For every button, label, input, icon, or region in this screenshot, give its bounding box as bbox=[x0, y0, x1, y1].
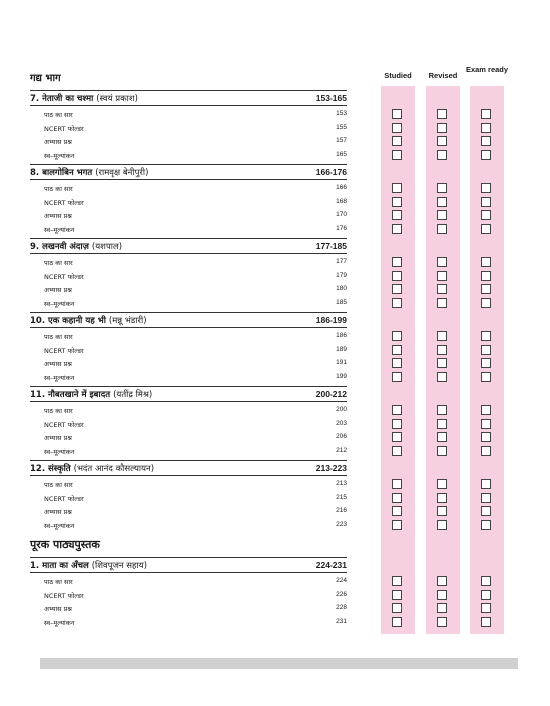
chapter-title bbox=[30, 389, 152, 400]
checkbox-studied[interactable] bbox=[392, 617, 402, 627]
checkbox-exam-ready[interactable] bbox=[481, 493, 491, 503]
subtopic-page: 165 bbox=[336, 150, 347, 158]
chapter-page-range: 200-212 bbox=[315, 389, 347, 399]
subtopic-label: स्व–मूल्यांकन bbox=[44, 151, 75, 160]
chapter-title bbox=[30, 167, 148, 178]
chapter-author: (रामवृक्ष बेनीपुरी) bbox=[95, 168, 149, 178]
chapter-page-range: 177-185 bbox=[315, 241, 347, 251]
subtopic-page: 224 bbox=[336, 577, 347, 584]
chapter-name: 9. लखनवी अंदाज़ bbox=[30, 242, 89, 252]
column-header: Revised bbox=[428, 71, 458, 80]
chapter-name: 8. बालगोबिन भगत bbox=[30, 168, 93, 178]
subtopic-page: 226 bbox=[336, 590, 347, 598]
checkbox-exam-ready[interactable] bbox=[481, 284, 491, 294]
divider bbox=[30, 460, 347, 461]
divider bbox=[30, 401, 347, 402]
checkbox-studied[interactable] bbox=[392, 419, 402, 429]
subtopic-page: 186 bbox=[336, 332, 347, 339]
divider bbox=[30, 179, 347, 180]
checkbox-revised[interactable] bbox=[437, 493, 447, 503]
checkbox-studied[interactable] bbox=[392, 358, 402, 368]
chapter-title bbox=[30, 93, 138, 104]
checkbox-studied[interactable] bbox=[392, 479, 402, 489]
subtopic-label: अभ्यास प्रश्न bbox=[44, 138, 72, 146]
checkbox-studied[interactable] bbox=[392, 493, 402, 503]
checkbox-exam-ready[interactable] bbox=[481, 331, 491, 341]
checkbox-revised[interactable] bbox=[437, 520, 447, 530]
section-heading: पूरक पाठ्यपुस्तक bbox=[30, 538, 100, 551]
checkbox-exam-ready[interactable] bbox=[481, 150, 491, 160]
subtopic-label: पाठ का सार bbox=[44, 481, 73, 489]
subtopic-label: स्व–मूल्यांकन bbox=[44, 225, 75, 234]
chapter-name: 12. संस्कृति bbox=[30, 464, 71, 474]
subtopic-label: अभ्यास प्रश्न bbox=[44, 605, 72, 613]
checkbox-revised[interactable] bbox=[437, 271, 447, 281]
subtopic-label: पाठ का सार bbox=[44, 407, 73, 415]
checkbox-exam-ready[interactable] bbox=[481, 358, 491, 368]
subtopic-page: 185 bbox=[336, 298, 347, 306]
checkbox-revised[interactable] bbox=[437, 506, 447, 516]
checkbox-studied[interactable] bbox=[392, 257, 402, 267]
divider bbox=[30, 475, 347, 476]
checkbox-revised[interactable] bbox=[437, 298, 447, 308]
subtopic-label: अभ्यास प्रश्न bbox=[44, 212, 72, 220]
chapter-title bbox=[30, 463, 154, 474]
divider bbox=[30, 327, 347, 328]
subtopic-label: अभ्यास प्रश्न bbox=[44, 508, 72, 516]
chapter-title bbox=[30, 241, 122, 252]
checkbox-exam-ready[interactable] bbox=[481, 197, 491, 207]
subtopic-label: अभ्यास प्रश्न bbox=[44, 434, 72, 442]
subtopic-label: पाठ का सार bbox=[44, 111, 73, 119]
subtopic-label: NCERT फोल्डर bbox=[44, 420, 84, 429]
divider bbox=[30, 253, 347, 254]
subtopic-label: स्व–मूल्यांकन bbox=[44, 299, 75, 308]
checkbox-revised[interactable] bbox=[437, 419, 447, 429]
subtopic-page: 206 bbox=[336, 433, 347, 440]
checkbox-revised[interactable] bbox=[437, 345, 447, 355]
chapter-page-range: 166-176 bbox=[315, 167, 347, 177]
checkbox-exam-ready[interactable] bbox=[481, 479, 491, 489]
checkbox-studied[interactable] bbox=[392, 432, 402, 442]
checkbox-studied[interactable] bbox=[392, 136, 402, 146]
checkbox-studied[interactable] bbox=[392, 405, 402, 415]
subtopic-page: 216 bbox=[336, 507, 347, 514]
chapter-title bbox=[30, 560, 147, 571]
chapter-author: (स्वयं प्रकाश) bbox=[96, 94, 138, 104]
subtopic-label: स्व–मूल्यांकन bbox=[44, 447, 75, 456]
subtopic-page: 180 bbox=[336, 285, 347, 292]
column-header: Exam ready bbox=[465, 65, 509, 74]
checkbox-studied[interactable] bbox=[392, 372, 402, 382]
subtopic-label: स्व–मूल्यांकन bbox=[44, 618, 75, 627]
subtopic-label: NCERT फोल्डर bbox=[44, 198, 84, 207]
subtopic-label: स्व–मूल्यांकन bbox=[44, 521, 75, 530]
checkbox-revised[interactable] bbox=[437, 197, 447, 207]
divider bbox=[30, 386, 347, 387]
chapter-name: 1. माता का अँचल bbox=[30, 561, 89, 571]
subtopic-label: पाठ का सार bbox=[44, 578, 73, 586]
checkbox-exam-ready[interactable] bbox=[481, 372, 491, 382]
subtopic-page: 176 bbox=[336, 224, 347, 232]
chapter-author: (यतींद्र मिश्र) bbox=[113, 390, 153, 400]
subtopic-page: 231 bbox=[336, 617, 347, 625]
checkbox-studied[interactable] bbox=[392, 210, 402, 220]
subtopic-page: 179 bbox=[336, 271, 347, 279]
subtopic-page: 189 bbox=[336, 345, 347, 353]
subtopic-page: 212 bbox=[336, 446, 347, 454]
checkbox-revised[interactable] bbox=[437, 358, 447, 368]
checkbox-revised[interactable] bbox=[437, 432, 447, 442]
subtopic-page: 200 bbox=[336, 406, 347, 413]
checkbox-revised[interactable] bbox=[437, 590, 447, 600]
subtopic-page: 228 bbox=[336, 604, 347, 611]
checkbox-revised[interactable] bbox=[437, 210, 447, 220]
checkbox-exam-ready[interactable] bbox=[481, 224, 491, 234]
checkbox-revised[interactable] bbox=[437, 576, 447, 586]
checkbox-studied[interactable] bbox=[392, 298, 402, 308]
checkbox-studied[interactable] bbox=[392, 284, 402, 294]
checkbox-exam-ready[interactable] bbox=[481, 183, 491, 193]
subtopic-page: 215 bbox=[336, 493, 347, 501]
chapter-author: (यशपाल) bbox=[91, 242, 123, 252]
chapter-name: 7. नेताजी का चश्मा bbox=[30, 94, 94, 104]
chapter-author: (शिवपूजन सहाय) bbox=[91, 561, 148, 571]
checkbox-exam-ready[interactable] bbox=[481, 419, 491, 429]
checkbox-revised[interactable] bbox=[437, 183, 447, 193]
divider bbox=[30, 572, 347, 573]
subtopic-page: 153 bbox=[336, 110, 347, 117]
divider bbox=[30, 90, 347, 91]
checkbox-exam-ready[interactable] bbox=[481, 271, 491, 281]
subtopic-page: 223 bbox=[336, 520, 347, 528]
checkbox-studied[interactable] bbox=[392, 224, 402, 234]
chapter-page-range: 213-223 bbox=[315, 463, 347, 473]
checkbox-revised[interactable] bbox=[437, 224, 447, 234]
chapter-page-range: 186-199 bbox=[315, 315, 347, 325]
subtopic-page: 203 bbox=[336, 419, 347, 427]
checkbox-studied[interactable] bbox=[392, 446, 402, 456]
checkbox-studied[interactable] bbox=[392, 271, 402, 281]
checkbox-revised[interactable] bbox=[437, 136, 447, 146]
checkbox-studied[interactable] bbox=[392, 183, 402, 193]
subtopic-label: पाठ का सार bbox=[44, 259, 73, 267]
divider bbox=[30, 238, 347, 239]
subtopic-label: अभ्यास प्रश्न bbox=[44, 286, 72, 294]
subtopic-page: 191 bbox=[336, 359, 347, 366]
divider bbox=[30, 312, 347, 313]
subtopic-label: NCERT फोल्डर bbox=[44, 494, 84, 503]
checkbox-exam-ready[interactable] bbox=[481, 257, 491, 267]
checkbox-studied[interactable] bbox=[392, 520, 402, 530]
checkbox-revised[interactable] bbox=[437, 109, 447, 119]
subtopic-page: 155 bbox=[336, 123, 347, 131]
column-header: Studied bbox=[384, 71, 412, 80]
subtopic-page: 213 bbox=[336, 480, 347, 487]
checkbox-exam-ready[interactable] bbox=[481, 617, 491, 627]
checkbox-exam-ready[interactable] bbox=[481, 432, 491, 442]
chapter-author: (मन्नू भंडारी) bbox=[108, 316, 147, 326]
chapter-name: 10. एक कहानी यह भी bbox=[30, 316, 106, 326]
checkbox-exam-ready[interactable] bbox=[481, 506, 491, 516]
checkbox-studied[interactable] bbox=[392, 331, 402, 341]
subtopic-label: NCERT फोल्डर bbox=[44, 272, 84, 281]
checkbox-studied[interactable] bbox=[392, 576, 402, 586]
subtopic-label: पाठ का सार bbox=[44, 185, 73, 193]
checkbox-studied[interactable] bbox=[392, 506, 402, 516]
checkbox-revised[interactable] bbox=[437, 150, 447, 160]
subtopic-label: स्व–मूल्यांकन bbox=[44, 373, 75, 382]
checkbox-exam-ready[interactable] bbox=[481, 576, 491, 586]
checkbox-revised[interactable] bbox=[437, 284, 447, 294]
checkbox-exam-ready[interactable] bbox=[481, 345, 491, 355]
checkbox-exam-ready[interactable] bbox=[481, 405, 491, 415]
checkbox-studied[interactable] bbox=[392, 197, 402, 207]
checkbox-studied[interactable] bbox=[392, 603, 402, 613]
checkbox-revised[interactable] bbox=[437, 405, 447, 415]
subtopic-label: पाठ का सार bbox=[44, 333, 73, 341]
checkbox-exam-ready[interactable] bbox=[481, 210, 491, 220]
divider bbox=[30, 557, 347, 558]
subtopic-label: NCERT फोल्डर bbox=[44, 124, 84, 133]
checkbox-studied[interactable] bbox=[392, 109, 402, 119]
chapter-name: 11. नौबतखाने में इबादत bbox=[30, 390, 111, 400]
checkbox-revised[interactable] bbox=[437, 123, 447, 133]
subtopic-page: 199 bbox=[336, 372, 347, 380]
chapter-author: (भदंत आनंद कौसल्यायन) bbox=[73, 464, 155, 474]
checkbox-studied[interactable] bbox=[392, 590, 402, 600]
checkbox-revised[interactable] bbox=[437, 603, 447, 613]
checkbox-exam-ready[interactable] bbox=[481, 123, 491, 133]
subtopic-page: 157 bbox=[336, 137, 347, 144]
checkbox-exam-ready[interactable] bbox=[481, 446, 491, 456]
checkbox-exam-ready[interactable] bbox=[481, 109, 491, 119]
subtopic-page: 166 bbox=[336, 184, 347, 191]
checkbox-exam-ready[interactable] bbox=[481, 603, 491, 613]
checkbox-revised[interactable] bbox=[437, 617, 447, 627]
checkbox-exam-ready[interactable] bbox=[481, 520, 491, 530]
divider bbox=[30, 164, 347, 165]
footer-bar bbox=[40, 658, 518, 669]
chapter-page-range: 153-165 bbox=[315, 93, 347, 103]
chapter-page-range: 224-231 bbox=[315, 560, 347, 570]
checkbox-revised[interactable] bbox=[437, 257, 447, 267]
checkbox-exam-ready[interactable] bbox=[481, 298, 491, 308]
checkbox-exam-ready[interactable] bbox=[481, 590, 491, 600]
checkbox-revised[interactable] bbox=[437, 446, 447, 456]
subtopic-label: NCERT फोल्डर bbox=[44, 591, 84, 600]
checkbox-studied[interactable] bbox=[392, 150, 402, 160]
subtopic-page: 168 bbox=[336, 197, 347, 205]
checkbox-studied[interactable] bbox=[392, 123, 402, 133]
subtopic-page: 170 bbox=[336, 211, 347, 218]
subtopic-page: 177 bbox=[336, 258, 347, 265]
checkbox-revised[interactable] bbox=[437, 331, 447, 341]
checkbox-revised[interactable] bbox=[437, 479, 447, 489]
chapter-title bbox=[30, 315, 147, 326]
checkbox-exam-ready[interactable] bbox=[481, 136, 491, 146]
checkbox-revised[interactable] bbox=[437, 372, 447, 382]
subtopic-label: NCERT फोल्डर bbox=[44, 346, 84, 355]
subtopic-label: अभ्यास प्रश्न bbox=[44, 360, 72, 368]
section-heading: गद्य भाग bbox=[30, 73, 61, 84]
checkbox-studied[interactable] bbox=[392, 345, 402, 355]
divider bbox=[30, 105, 347, 106]
